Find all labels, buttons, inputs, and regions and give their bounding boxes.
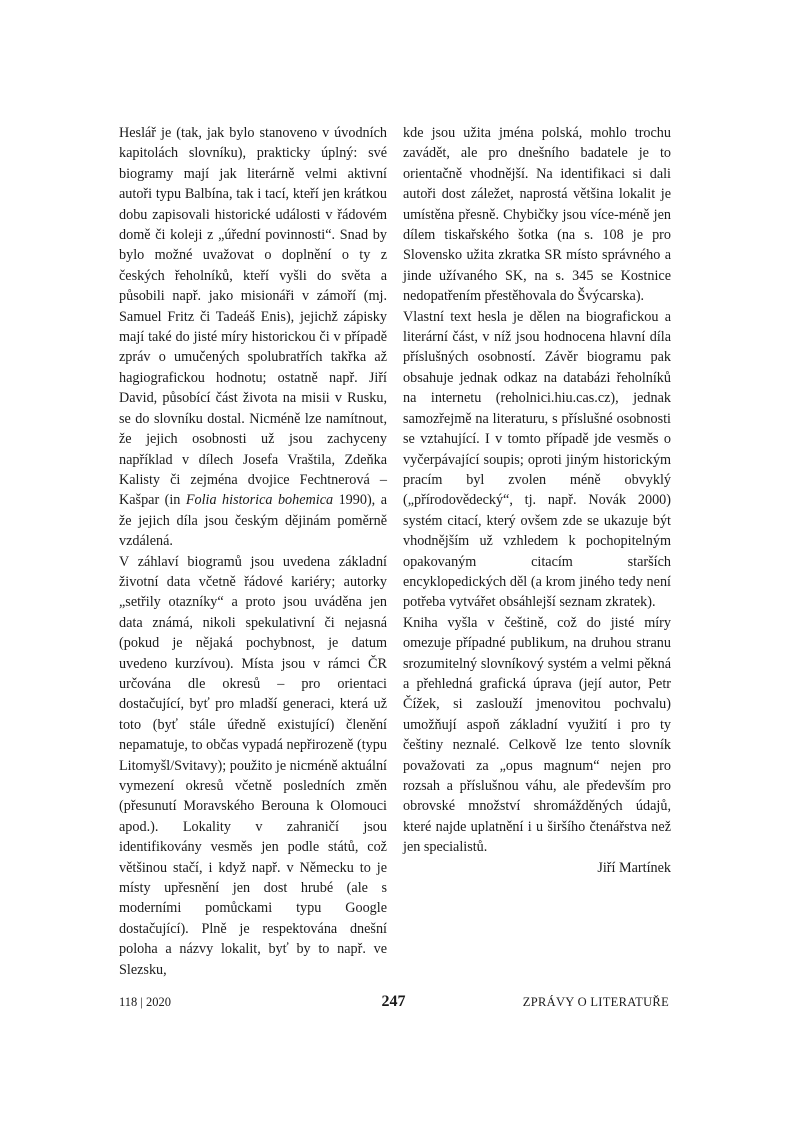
paragraph: kde jsou užita jména polská, mohlo trochu zavádět, ale pro dnešního badatele je to orientačně vhodnější. Na identifikaci si dali autoři dost záležet, naprostá většina lokalit je umístěna přesně. Chybičky jsou více-méně jen dílem tiskařského šotka (na s. 108 je pro Slovensko užita zkratka SR místo správného a jinde užívaného SK, na s. 345 se Kostnice nedopatřením přestěhovala do Švýcarska). <box>403 125 671 305</box>
paragraph: Vlastní text hesla je dělen na biografickou a literární část, v níž jsou hodnocena hlavní díla příslušných osobností. Závěr biogramu pak obsahuje jednak odkaz na databázi řeholníků na internetu (reholnici.hiu.cas.cz), jednak samozřejmě na literaturu, s příslušné osobnosti se vztahující. I v tomto případě jde vesměs o vyčerpávající soupis; oproti jiným historickým pracím byl zvolen méně obvyklý („přírodovědecký“, tj. např. Novák 2000) systém citací, který ovšem zde se ukazuje být vhodnějším už vzhledem k pochopitelným opakovaným citacím starších encyklopedických děl (a krom jiného tedy není potřeba vytvářet obsáhlejší seznam zkratek). <box>403 308 671 611</box>
paragraph-text: Heslář je (tak, jak bylo stanoveno v úvodních kapitolách slovníku), prakticky úplný: své biogramy mají jak literárně velmi aktivní autoři typu Balbína, tak i tací, kteří jen krátkou dobu zapisovali historické události v řádovém domě či koleji z „úřední povinnosti“. Snad by bylo možné uvažovat o doplnění o ty z českých řeholníků, kteří vyšli do světa a působili např. jako misionáři v zámoří (mj. Samuel Fritz či Tadeáš Enis), jejichž zápisky mají také do jisté míry historickou či v případě zpráv o umučených spolubratřích takřka až hagiografickou hodnotu; ostatně např. Jiří David, působící část života na misii v Rusku, se do slovníku dostal. Nicméně lze namítnout, že jejich osobnosti už jsou zachyceny například v dílech Josefa Vraštila, Zdeňka Kalisty či zejména dvojice Fechtnerová – Kašpar (in <box>119 125 387 509</box>
paragraph <box>119 123 387 552</box>
issue-label: 118 | 2020 <box>119 995 172 1009</box>
left-column <box>119 123 387 980</box>
paragraph-text: 1990), a že jejich díla jsou českým dějinám poměrně vzdálená. <box>119 492 387 550</box>
page-number: 247 <box>381 993 406 1010</box>
journal-title: Folia historica bohemica <box>185 492 334 509</box>
section-title: ZPRÁVY O LITERATUŘE <box>522 995 669 1009</box>
paragraph: Kniha vyšla v češtině, což do jisté míry omezuje případné publikum, na druhou stranu srozumitelný slovníkový systém a velmi pěkná a přehledná grafická úprava (její autor, Petr Čížek, si zaslouží jmenovitou pochvalu) umožňují aspoň základní využití i pro ty češtiny neznalé. Celkově lze tento slovník považovati za „opus magnum“ nejen pro rozsah a příslušnou váhu, ale především pro obrovské množství shromážděných údajů, které najde uplatnění i u širšího čtenářstva než jen specialistů. <box>403 614 671 856</box>
paragraph: V záhlaví biogramů jsou uvedena základní životní data včetně řádové kariéry; autorky „setřily otazníky“ a proto jsou uváděna jen data známá, nikoli spekulativní či nejasná (pokud je nějaká pochybnost, je datum uvedeno kurzívou). Místa jsou v rámci ČR určována dle okresů – pro orientaci dostačující, byť pro mladší generaci, která už toto (byť stále úředně existující) členění nepamatuje, to občas vypadá nepřirozeně (typu Litomyšl/Svitavy); použito je nicméně aktuální vymezení okresů včetně posledních změn (přesunutí Moravského Berouna k Olomouci apod.). Lokality v zahraničí jsou identifikovány vesměs jen podle států, což většinou stačí, i když např. v Německu to je místy upřesnění jen dost hrubé (ale s moderními pomůckami typu Google dostačující). Plně je respektována dnešní poloha a názvy lokalit, byť by to např. ve Slezsku, <box>119 553 387 978</box>
author-signature: Jiří Martínek <box>597 859 671 876</box>
right-column <box>403 123 671 878</box>
